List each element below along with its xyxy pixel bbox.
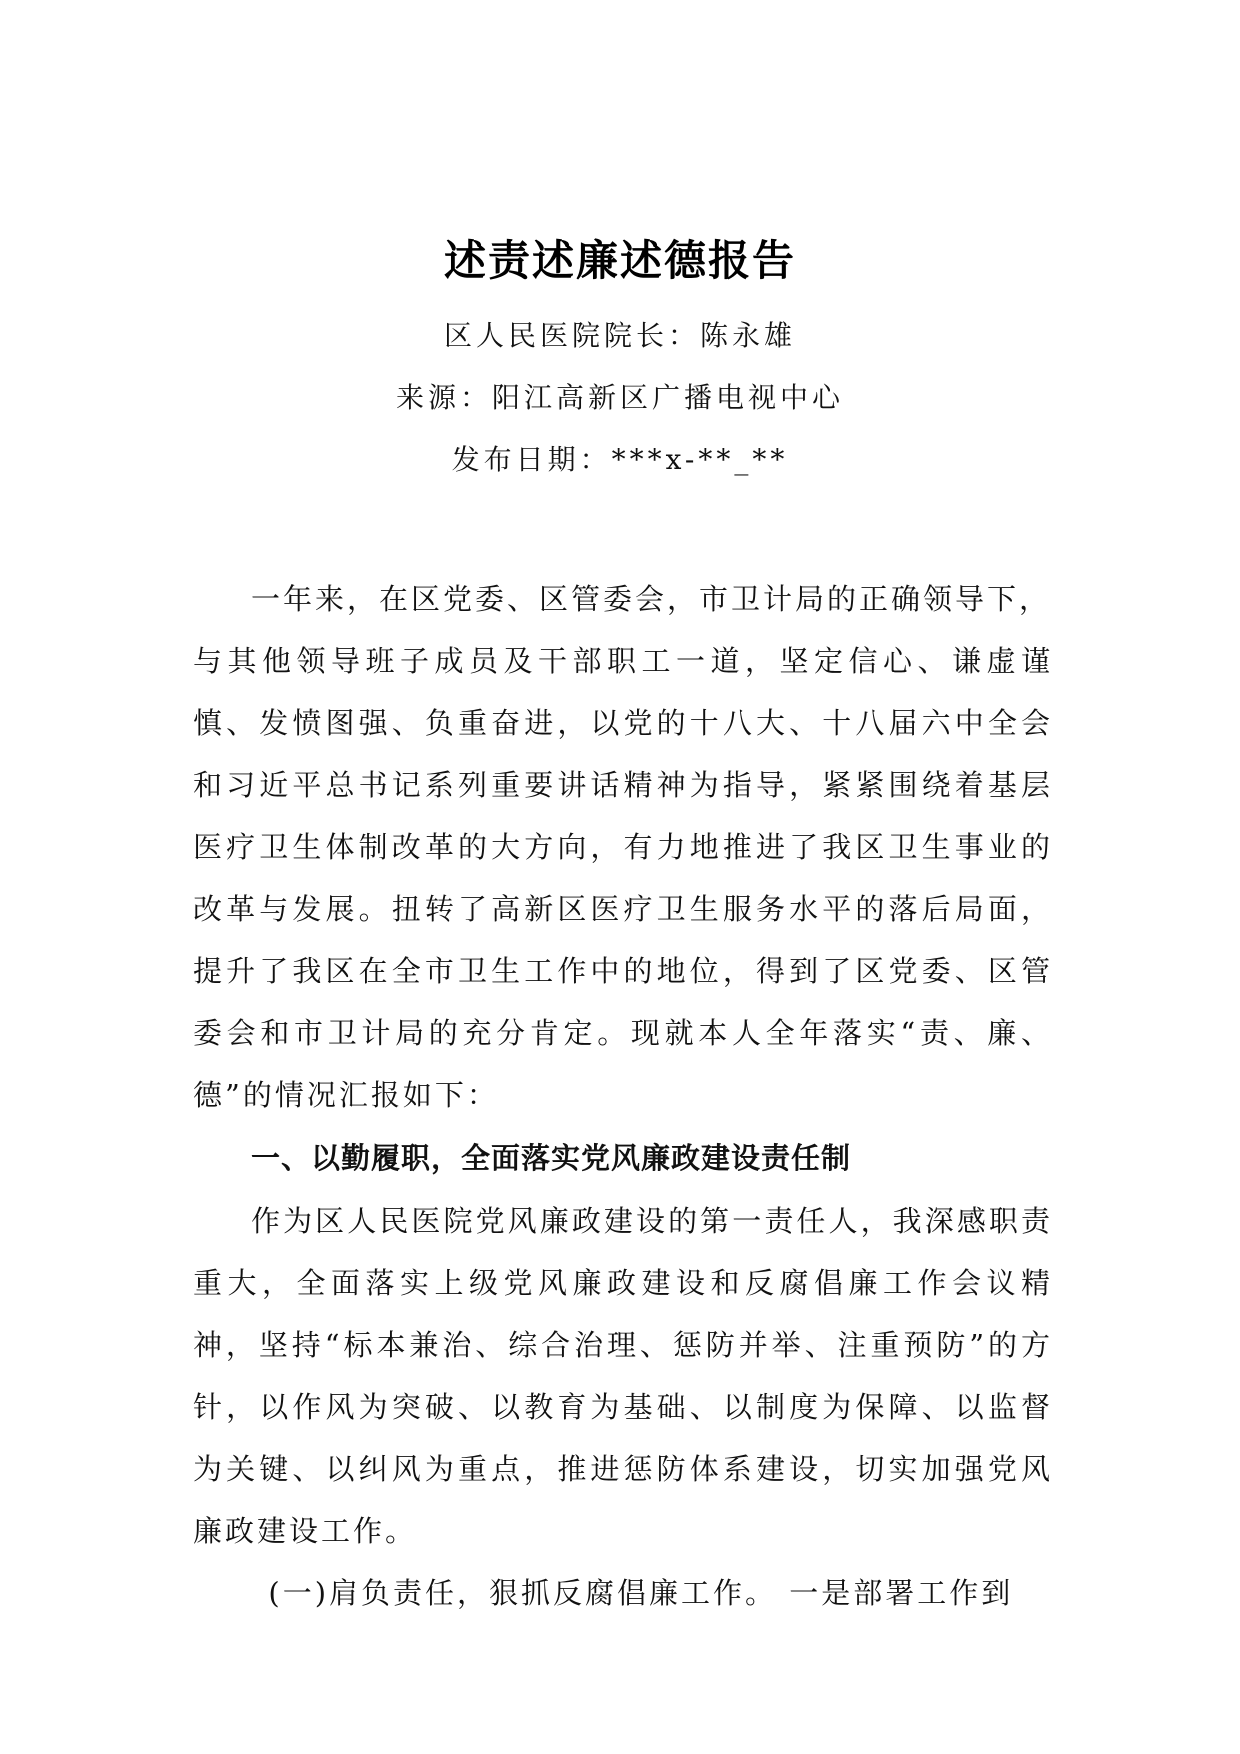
intro-first-line: 一年来，在区党委、区管委会，市卫计局的正确领导下，: [251, 582, 1052, 616]
section-1-heading: 一、以勤履职，全面落实党风廉政建设责任制: [251, 1141, 852, 1175]
intro-paragraph: 与其他领导班子成员及干部职工一道，坚定信心、谦虚谨慎、发愤图强、负重奋进，以党的十八大、十八届六中全会和习近平总书记系列重要讲话精神为指导，紧紧围绕着基层医疗卫生体制改革的大方向，有力地推进了我区卫生事业的改革与发展。扭转了高新区医疗卫生服务水平的落后局面，提升了我区在全市卫生工作中的地位，得到了区党委、区管委会和市卫计局的充分肯定。现就本人全年落实“责、廉、德”的情况汇报如下：: [193, 644, 1053, 1112]
subsection-1-line: (一)肩负责任，狠抓反腐倡廉工作。 一是部署工作到: [268, 1576, 1014, 1610]
source-line: 来源：阳江高新区广播电视中心: [395, 381, 844, 414]
document-body: [193, 568, 1053, 1624]
date-line: 发布日期：***x-**_**: [451, 443, 789, 476]
author-line: 区人民医院院长：陈永雄: [443, 319, 796, 352]
section-1-paragraph: 作为区人民医院党风廉政建设的第一责任人，我深感职责重大，全面落实上级党风廉政建设和反腐倡廉工作会议精神，坚持“标本兼治、综合治理、惩防并举、注重预防”的方针，以作风为突破、以教育为基础、以制度为保障、以监督为关键、以纠风为重点，推进惩防体系建设，切实加强党风廉政建设工作。: [193, 1204, 1053, 1548]
document-title: 述责述廉述德报告: [443, 236, 796, 285]
